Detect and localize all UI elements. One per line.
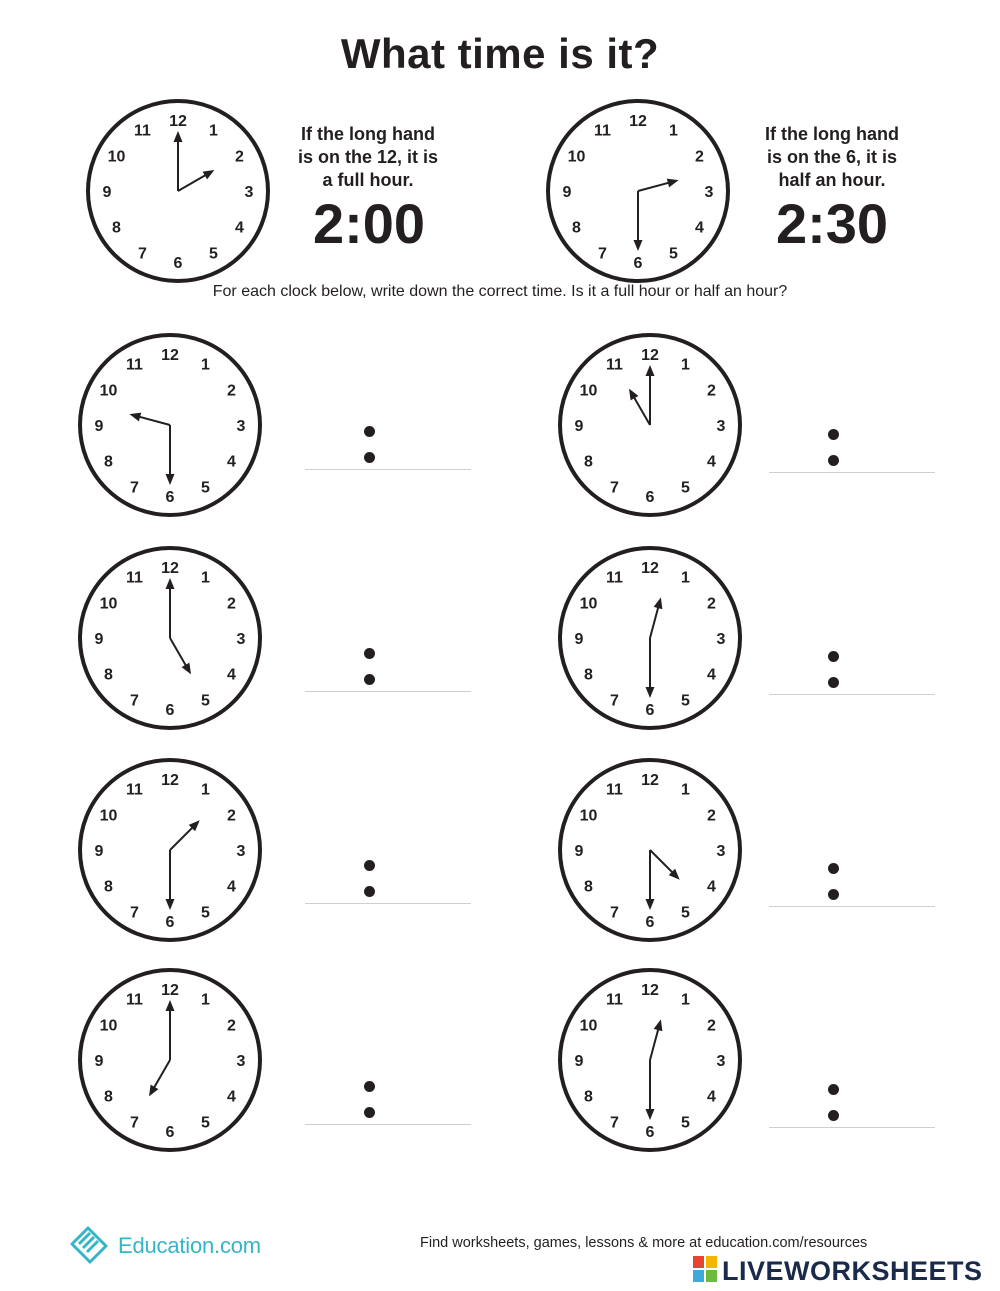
- clock-number: 5: [201, 904, 210, 922]
- answer-line: [769, 906, 935, 907]
- colon-dot: [364, 452, 375, 463]
- clock-number: 5: [209, 245, 218, 263]
- clock-number: 9: [574, 1053, 584, 1070]
- clock-number: 3: [704, 184, 714, 201]
- clock-number: 11: [606, 781, 623, 799]
- colon-dot: [828, 677, 839, 688]
- clock-number: 4: [235, 219, 244, 237]
- colon-dot: [364, 1081, 375, 1092]
- clock-number: 3: [716, 843, 726, 860]
- colon-dot: [828, 455, 839, 466]
- example-2-time: 2:30: [775, 192, 889, 255]
- clock-number: 6: [165, 1124, 175, 1141]
- clock-number: 7: [130, 692, 139, 710]
- colon-dot: [364, 1107, 375, 1118]
- example-2-explanation: [732, 123, 932, 192]
- footer-tagline: Find worksheets, games, lessons & more at education.com/resources: [420, 1235, 868, 1251]
- colon-dot: [828, 1110, 839, 1121]
- clock-face: [555, 755, 745, 945]
- example-clock-half-hour: [543, 96, 733, 286]
- clock-number: 8: [584, 1088, 593, 1106]
- clock-number: 4: [227, 453, 236, 471]
- clock-number: 11: [126, 991, 143, 1009]
- clock-number: 8: [104, 1088, 113, 1106]
- clock-number: 9: [94, 843, 104, 860]
- colon-dot: [828, 889, 839, 900]
- clock-number: 5: [669, 245, 678, 263]
- clock-number: 1: [201, 569, 210, 587]
- clock-number: 11: [606, 991, 623, 1009]
- example-1-time: 2:00: [312, 192, 426, 255]
- exercise-clock-7: [75, 965, 265, 1155]
- clock-number: 9: [102, 184, 112, 201]
- answer-blank-5[interactable]: [305, 860, 471, 920]
- clock-number: 5: [201, 479, 210, 497]
- clock-number: 6: [173, 255, 183, 272]
- clock-number: 9: [574, 843, 584, 860]
- exercise-clock-5: [75, 755, 265, 945]
- clock-number: 1: [201, 781, 210, 799]
- answer-blank-1[interactable]: [305, 426, 471, 486]
- clock-number: 11: [126, 781, 143, 799]
- clock-number: 12: [161, 982, 179, 999]
- colon-dot: [828, 863, 839, 874]
- example-1-line-1: If the long hand: [301, 124, 435, 144]
- clock-number: 9: [562, 184, 572, 201]
- liveworksheets-badge[interactable]: [692, 1255, 983, 1287]
- pencil-icon: [66, 1222, 112, 1271]
- clock-face: [83, 96, 273, 286]
- clock-number: 10: [579, 807, 598, 825]
- liveworksheets-wordmark: LIVEWORKSHEETS: [722, 1255, 983, 1286]
- clock-number: 3: [236, 631, 246, 648]
- clock-number: 2: [695, 148, 704, 166]
- clock-number: 3: [236, 418, 246, 435]
- clock-number: 12: [161, 347, 179, 364]
- clock-number: 6: [645, 489, 655, 506]
- clock-number: 2: [227, 807, 236, 825]
- example-2-line-3: half an hour.: [778, 170, 886, 190]
- exercise-clock-8: [555, 965, 745, 1155]
- clock-number: 7: [130, 479, 139, 497]
- clock-number: 10: [567, 148, 586, 166]
- clock-number: 3: [716, 631, 726, 648]
- clock-number: 7: [610, 1114, 619, 1132]
- page-title: What time is it?: [340, 30, 660, 77]
- clock-number: 4: [227, 1088, 236, 1106]
- clock-number: 4: [707, 666, 716, 684]
- clock-number: 4: [707, 453, 716, 471]
- exercise-clock-4: [555, 543, 745, 733]
- clock-number: 8: [584, 878, 593, 896]
- answer-line: [305, 691, 471, 692]
- clock-number: 5: [681, 692, 690, 710]
- clock-number: 2: [707, 382, 716, 400]
- clock-number: 8: [572, 219, 581, 237]
- clock-number: 11: [126, 356, 143, 374]
- clock-face: [75, 965, 265, 1155]
- example-2-line-2: is on the 6, it is: [766, 147, 898, 167]
- answer-line: [769, 1127, 935, 1128]
- clock-face: [543, 96, 733, 286]
- clock-number: 10: [579, 1017, 598, 1035]
- example-1-line-3: a full hour.: [322, 170, 414, 190]
- clock-number: 7: [130, 904, 139, 922]
- clock-number: 3: [716, 1053, 726, 1070]
- clock-number: 4: [707, 1088, 716, 1106]
- clock-number: 6: [645, 702, 655, 719]
- clock-number: 5: [681, 904, 690, 922]
- clock-number: 8: [104, 453, 113, 471]
- clock-number: 6: [165, 914, 175, 931]
- clock-number: 5: [201, 1114, 210, 1132]
- clock-number: 1: [201, 991, 210, 1009]
- clock-number: 12: [161, 560, 179, 577]
- clock-number: 2: [227, 1017, 236, 1035]
- clock-number: 10: [579, 382, 598, 400]
- clock-number: 2: [707, 595, 716, 613]
- clock-number: 9: [94, 631, 104, 648]
- clock-number: 12: [641, 347, 659, 364]
- clock-number: 11: [606, 356, 623, 374]
- clock-number: 7: [610, 479, 619, 497]
- clock-number: 10: [99, 382, 118, 400]
- colon-dot: [828, 429, 839, 440]
- clock-number: 2: [707, 807, 716, 825]
- answer-line: [769, 472, 935, 473]
- clock-number: 12: [641, 560, 659, 577]
- clock-number: 5: [201, 692, 210, 710]
- clock-number: 12: [629, 113, 647, 130]
- exercise-clock-3: [75, 543, 265, 733]
- clock-number: 7: [130, 1114, 139, 1132]
- answer-blank-4[interactable]: [769, 651, 935, 711]
- clock-number: 8: [104, 878, 113, 896]
- clock-face: [555, 543, 745, 733]
- clock-number: 8: [584, 453, 593, 471]
- clock-number: 5: [681, 1114, 690, 1132]
- clock-number: 10: [99, 1017, 118, 1035]
- colon-dot: [828, 1084, 839, 1095]
- clock-face: [555, 330, 745, 520]
- clock-number: 12: [169, 113, 187, 130]
- clock-face: [75, 543, 265, 733]
- clock-number: 8: [584, 666, 593, 684]
- clock-number: 10: [99, 807, 118, 825]
- clock-face: [75, 330, 265, 520]
- example-2-line-1: If the long hand: [765, 124, 899, 144]
- colon-dot: [364, 860, 375, 871]
- clock-number: 1: [209, 122, 218, 140]
- colon-dot: [364, 648, 375, 659]
- clock-number: 3: [236, 1053, 246, 1070]
- clock-number: 4: [695, 219, 704, 237]
- clock-number: 4: [707, 878, 716, 896]
- example-clock-full-hour: [83, 96, 273, 286]
- clock-number: 9: [94, 1053, 104, 1070]
- answer-blank-2[interactable]: [769, 429, 935, 489]
- clock-number: 5: [681, 479, 690, 497]
- answer-blank-6[interactable]: [769, 863, 935, 923]
- clock-number: 4: [227, 878, 236, 896]
- clock-number: 11: [126, 569, 143, 587]
- education-logo[interactable]: [66, 1224, 261, 1268]
- liveworksheets-logo-icon: [692, 1255, 718, 1288]
- clock-number: 6: [633, 255, 643, 272]
- clock-number: 11: [134, 122, 151, 140]
- clock-face: [555, 965, 745, 1155]
- answer-blank-8[interactable]: [769, 1084, 935, 1144]
- clock-number: 8: [104, 666, 113, 684]
- answer-line: [769, 694, 935, 695]
- clock-number: 1: [681, 781, 690, 799]
- clock-number: 10: [107, 148, 126, 166]
- clock-number: 6: [165, 702, 175, 719]
- clock-number: 3: [716, 418, 726, 435]
- clock-number: 10: [579, 595, 598, 613]
- clock-number: 6: [165, 489, 175, 506]
- answer-line: [305, 903, 471, 904]
- exercise-clock-6: [555, 755, 745, 945]
- clock-number: 2: [227, 382, 236, 400]
- exercise-clock-1: [75, 330, 265, 520]
- clock-number: 9: [574, 631, 584, 648]
- answer-blank-7[interactable]: [305, 1081, 471, 1141]
- clock-number: 1: [681, 569, 690, 587]
- clock-face: [75, 755, 265, 945]
- clock-number: 2: [227, 595, 236, 613]
- clock-number: 9: [574, 418, 584, 435]
- example-1-explanation: [268, 123, 468, 192]
- clock-number: 7: [598, 245, 607, 263]
- clock-number: 1: [681, 356, 690, 374]
- clock-number: 12: [641, 772, 659, 789]
- clock-number: 11: [606, 569, 623, 587]
- clock-number: 12: [161, 772, 179, 789]
- clock-number: 1: [669, 122, 678, 140]
- answer-line: [305, 1124, 471, 1125]
- colon-dot: [828, 651, 839, 662]
- clock-number: 1: [201, 356, 210, 374]
- clock-number: 2: [707, 1017, 716, 1035]
- answer-blank-3[interactable]: [305, 648, 471, 708]
- instruction-text: For each clock below, write down the correct time. Is it a full hour or half an hour?: [212, 283, 788, 300]
- clock-number: 6: [645, 914, 655, 931]
- example-1-line-2: is on the 12, it is: [297, 147, 439, 167]
- clock-number: 9: [94, 418, 104, 435]
- clock-number: 7: [610, 692, 619, 710]
- clock-number: 3: [236, 843, 246, 860]
- clock-number: 10: [99, 595, 118, 613]
- colon-dot: [364, 426, 375, 437]
- clock-number: 8: [112, 219, 121, 237]
- clock-number: 12: [641, 982, 659, 999]
- colon-dot: [364, 674, 375, 685]
- clock-number: 11: [594, 122, 611, 140]
- exercise-clock-2: [555, 330, 745, 520]
- clock-number: 6: [645, 1124, 655, 1141]
- clock-number: 3: [244, 184, 254, 201]
- clock-number: 7: [138, 245, 147, 263]
- answer-line: [305, 469, 471, 470]
- brand-name: Education.com: [118, 1233, 261, 1258]
- clock-number: 2: [235, 148, 244, 166]
- clock-number: 7: [610, 904, 619, 922]
- clock-number: 4: [227, 666, 236, 684]
- clock-number: 1: [681, 991, 690, 1009]
- colon-dot: [364, 886, 375, 897]
